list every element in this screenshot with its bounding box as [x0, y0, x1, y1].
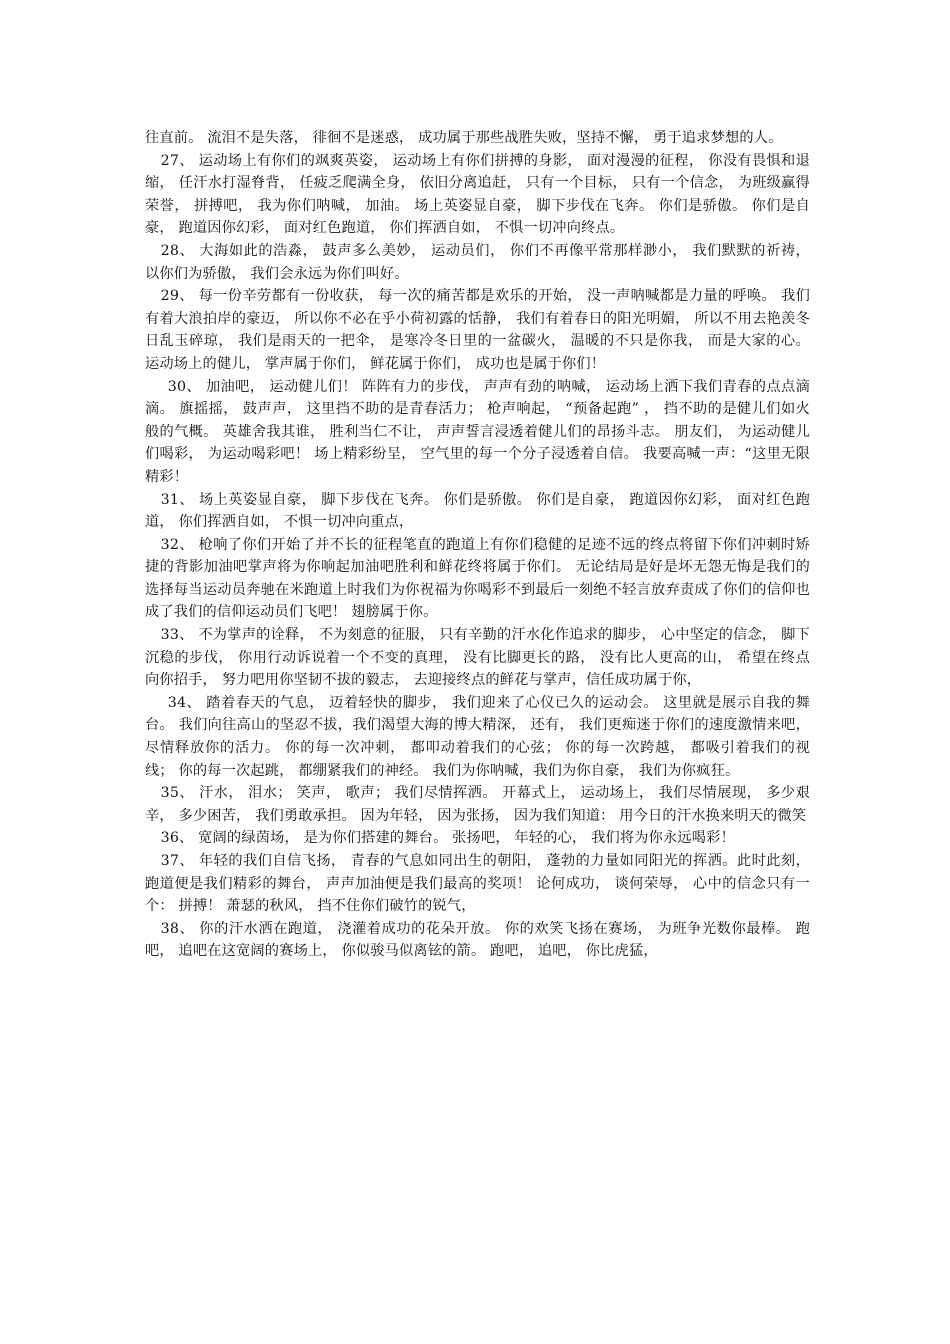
- paragraph-29: 29、 每一份辛劳都有一份收获， 每一次的痛苦都是欢乐的开始， 没一声呐喊都是力量的呼唤。 我们有着大浪拍岸的豪迈， 所以你不必在乎小荷初露的恬静， 我们有着春日的阳光明媚， 所以不用去艳羡冬日乱玉碎琼， 我们是雨天的一把伞， 是寒冷冬日里的一盆碳火， 温暖的不只是你我， 而是大家的心。 运动场上的健儿， 掌声属于你们， 鲜花属于你们， 成功也是属于你们！: [145, 288, 810, 372]
- paragraph-35: 35、 汗水， 泪水； 笑声， 歌声； 我们尽情挥洒。 开幕式上， 运动场上， 我们尽情展现， 多少艰辛， 多少困苦， 我们勇敢承担。 因为年轻， 因为张扬， 因为我们知道： 用今日的汗水换来明天的微笑: [145, 785, 810, 824]
- paragraph-34: 34、 踏着春天的气息， 迈着轻快的脚步， 我们迎来了心仪已久的运动会。 这里就是展示自我的舞台。 我们向往高山的坚忍不拔，我们渴望大海的博大精深， 还有， 我们更痴迷于你们的速度激情来吧， 尽情释放你的活力。 你的每一次冲刺， 都叩动着我们的心弦； 你的每一次跨越， 都吸引着我们的视线； 你的每一次起跳， 都绷紧我们的神经。 我们为你呐喊，我们为你自豪， 我们为你疯狂。: [145, 694, 810, 779]
- paragraph-37: 37、 年轻的我们自信飞扬， 青春的气息如同出生的朝阳， 蓬勃的力量如同阳光的挥洒。此时此刻， 跑道便是我们精彩的舞台， 声声加油便是我们最高的奖项！ 论何成功， 谈何荣辱， 心中的信念只有一个： 拼搏！ 萧瑟的秋风， 挡不住你们破竹的锐气，: [145, 853, 810, 915]
- paragraph-continuation: 往直前。 流泪不是失落， 徘徊不是迷惑， 成功属于那些战胜失败，坚持不懈， 勇于追求梦想的人。: [145, 130, 783, 146]
- paragraph-33: 33、 不为掌声的诠释， 不为刻意的征服， 只有辛勤的汗水化作追求的脚步， 心中坚定的信念， 脚下沉稳的步伐， 你用行动诉说着一个不变的真理， 没有比脚更长的路， 没有比人更高的山， 希望在终点向你招手， 努力吧用你坚韧不拔的毅志， 去迎接终点的鲜花与掌声，信任成功属于你，: [145, 627, 810, 689]
- document-body: [145, 127, 810, 963]
- paragraph-28: 28、 大海如此的浩淼， 鼓声多么美妙， 运动员们， 你们不再像平常那样渺小， 我们默默的祈祷， 以你们为骄傲， 我们会永远为你们叫好。: [145, 242, 810, 282]
- paragraph-38: 38、 你的汗水洒在跑道， 浇灌着成功的花朵开放。 你的欢笑飞扬在赛场， 为班争光数你最棒。 跑吧， 追吧在这宽阔的赛场上， 你似骏马似离铉的箭。 跑吧， 追吧， 你比虎猛，: [145, 920, 810, 960]
- paragraph-31: 31、 场上英姿显自豪， 脚下步伐在飞奔。 你们是骄傲。 你们是自豪， 跑道因你幻彩， 面对红色跑道， 你们挥洒自如， 不惧一切冲向重点，: [145, 491, 810, 531]
- paragraph-30: 30、 加油吧， 运动健儿们！ 阵阵有力的步伐， 声声有劲的呐喊， 运动场上洒下我们青春的点点滴滴。 旗摇摇， 鼓声声， 这里挡不助的是青春活力； 枪声响起， “预备起跑” ， 挡不助的是健儿们如火般的气概。 英雄舍我其谁， 胜利当仁不让， 声声誓言浸透着健儿们的昂扬斗志。 朋友们， 为运动健儿们喝彩， 为运动喝彩吧！ 场上精彩纷呈， 空气里的每一个分子浸透着自信。 我要高喊一声：“这里无限精彩！: [145, 378, 810, 485]
- paragraph-32: 32、 枪响了你们开始了并不长的征程笔直的跑道上有你们稳健的足迹不远的终点将留下你们冲刺时矫捷的背影加油吧掌声将为你响起加油吧胜利和鲜花终将属于你们。 无论结局是好是坏无怨无悔是我们的选择每当运动员奔驰在米跑道上时我们为你祝福为你喝彩不到最后一刻绝不轻言放弃责成了你们的信仰也成了我们的信仰运动员们飞吧！ 翅膀属于你。: [145, 536, 810, 621]
- paragraph-27: 27、 运动场上有你们的飒爽英姿， 运动场上有你们拼搏的身影， 面对漫漫的征程， 你没有畏惧和退缩， 任汗水打湿脊背， 任疲乏爬满全身， 依旧分离追赶， 只有一个目标， 只有一个信念， 为班级赢得荣誉， 拼搏吧， 我为你们呐喊， 加油。 场上英姿显自豪， 脚下步伐在飞奔。 你们是骄傲。 你们是自豪， 跑道因你幻彩， 面对红色跑道， 你们挥洒自如， 不惧一切冲向终点。: [145, 152, 810, 237]
- paragraph-36: 36、 宽阔的绿茵场， 是为你们搭建的舞台。 张扬吧， 年轻的心， 我们将为你永远喝彩！: [160, 830, 735, 847]
